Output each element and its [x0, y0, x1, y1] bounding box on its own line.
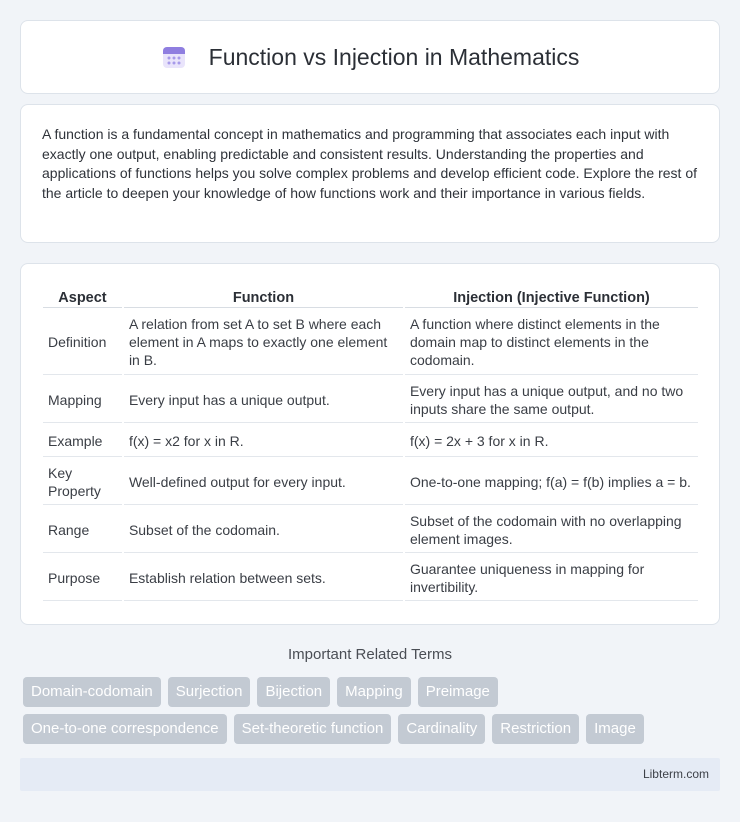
cell-aspect: Definition	[43, 310, 122, 375]
tag-cardinality[interactable]: Cardinality	[398, 714, 485, 744]
related-tags-row	[23, 714, 723, 744]
cell-injection: A function where distinct elements in the domain map to distinct elements in the codomain.	[405, 310, 698, 375]
cell-function: Every input has a unique output.	[124, 377, 403, 423]
comparison-card	[20, 263, 720, 625]
table-row	[43, 310, 698, 375]
tag-preimage[interactable]: Preimage	[418, 677, 498, 707]
cell-injection: Every input has a unique output, and no two inputs share the same output.	[405, 377, 698, 423]
cell-function: Subset of the codomain.	[124, 507, 403, 553]
cell-function: Well-defined output for every input.	[124, 459, 403, 505]
tag-mapping[interactable]: Mapping	[337, 677, 411, 707]
tag-one-to-one-correspondence[interactable]: One-to-one correspondence	[23, 714, 227, 744]
cell-function: f(x) = x2 for x in R.	[124, 425, 403, 457]
header-card	[20, 20, 720, 94]
calendar-grid-icon	[161, 44, 187, 70]
table-row	[43, 459, 698, 505]
tag-bijection[interactable]: Bijection	[257, 677, 330, 707]
header-injection: Injection (Injective Function)	[405, 288, 698, 308]
cell-injection: One-to-one mapping; f(a) = f(b) implies a = b.	[405, 459, 698, 505]
table-row	[43, 555, 698, 601]
cell-injection: Guarantee uniqueness in mapping for invertibility.	[405, 555, 698, 601]
cell-aspect: Mapping	[43, 377, 122, 423]
tag-restriction[interactable]: Restriction	[492, 714, 579, 744]
table-row	[43, 425, 698, 457]
cell-injection: f(x) = 2x + 3 for x in R.	[405, 425, 698, 457]
page-title: Function vs Injection in Mathematics	[208, 43, 580, 70]
related-terms-title: Important Related Terms	[288, 646, 452, 663]
table-row	[43, 507, 698, 553]
cell-function: A relation from set A to set B where each element in A maps to exactly one element in B.	[124, 310, 403, 375]
related-tags-row	[23, 677, 723, 707]
header-aspect: Aspect	[43, 288, 122, 308]
tag-surjection[interactable]: Surjection	[168, 677, 251, 707]
intro-card	[20, 104, 720, 243]
cell-aspect: Key Property	[43, 459, 122, 505]
comparison-table	[41, 286, 700, 603]
cell-aspect: Range	[43, 507, 122, 553]
table-row	[43, 377, 698, 423]
tag-set-theoretic-function[interactable]: Set-theoretic function	[234, 714, 392, 744]
table-header-row	[43, 288, 698, 308]
cell-aspect: Example	[43, 425, 122, 457]
header-function: Function	[124, 288, 403, 308]
intro-text: A function is a fundamental concept in mathematics and programming that associates each input with exactly one output, enabling predictable and consistent results. Understanding the properties and applications of functions helps you solve complex problems and develop efficient code. Explore the rest of the article to deepen your knowledge of how functions work and their importance in various fields.	[42, 126, 698, 201]
tag-image[interactable]: Image	[586, 714, 644, 744]
tag-domain-codomain[interactable]: Domain-codomain	[23, 677, 161, 707]
cell-function: Establish relation between sets.	[124, 555, 403, 601]
footer	[20, 758, 720, 791]
cell-injection: Subset of the codomain with no overlapping element images.	[405, 507, 698, 553]
footer-site-link[interactable]: Libterm.com	[642, 767, 709, 781]
cell-aspect: Purpose	[43, 555, 122, 601]
